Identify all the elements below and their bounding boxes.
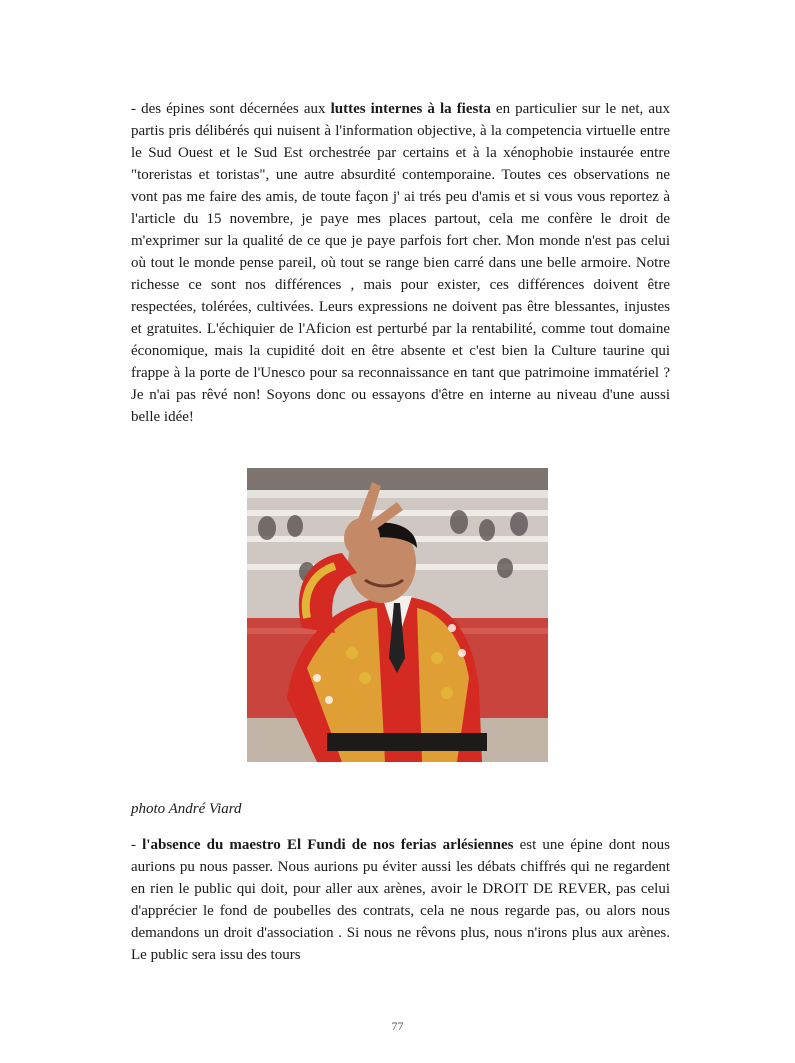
paragraph1-text: en particulier sur le net, aux partis pris délibérés qui nuisent à l'information objective, à la competencia virtuelle entre le Sud Ouest et le Sud Est orchestrée par certains et à la xénophobie instaurée entre "toreristas et toristas", une autre absurdité contemporaine. Toutes ces observations ne vont pas me faire des amis, de toute façon j' ai trés peu d'amis et si vous vous reportez à l'article du 15 novembre, je paye mes places partout, cela me confère le droit de m'exprimer sur la qualité de ce que je paye parfois fort cher. Mon monde n'est pas celui où tout le monde pense pareil, où tout se range bien carré dans une belle armoire. Notre richesse ce sont nos différences , mais pour exister, ces différences doivent être respectées, tolérées, cultivées. Leurs expressions ne doivent pas être blessantes, injustes et gratuites. L'échiquier de l'Aficion est perturbé par la rentabilité, comme tout domaine économique, mais la cupidité doit en être absente et c'est bien la Culture taurine qui frappe à la porte de l'Unesco pour sa reconnaissance en tant que patrimoine immatériel ? Je n'ai pas rêvé non! Soyons donc ou essayons d'être en interne au niveau d'une aussi belle idée! bbox=[131, 101, 670, 425]
bullfighter-photo bbox=[247, 468, 548, 762]
paragraph-el-fundi-absence bbox=[131, 834, 670, 966]
paragraph1-lead: - des épines sont décernées aux bbox=[131, 101, 331, 117]
paragraph1-bold: luttes internes à la fiesta bbox=[330, 101, 491, 117]
page-number: 77 bbox=[391, 1019, 404, 1033]
paragraph2-text: est une épine dont nous aurions pu nous passer. Nous aurions pu éviter aussi les débats chiffrés qui ne regardent en rien le public qui doit, pour aller aux arènes, avoir le DROIT DE REVER, pas celui d'apprécier le fond de poubelles des contrats, cela ne nous regarde pas, ou alors nous demandons un droit d'association . Si nous ne rêvons plus, nous n'irons plus aux arènes. Le public sera issu des tours bbox=[131, 837, 670, 963]
paragraph2-bold: l'absence du maestro El Fundi de nos ferias arlésiennes bbox=[142, 837, 514, 853]
paragraph2-lead: - bbox=[131, 837, 143, 853]
photo-caption: photo André Viard bbox=[131, 801, 242, 817]
paragraph-thorns-internal-struggles bbox=[131, 98, 670, 428]
